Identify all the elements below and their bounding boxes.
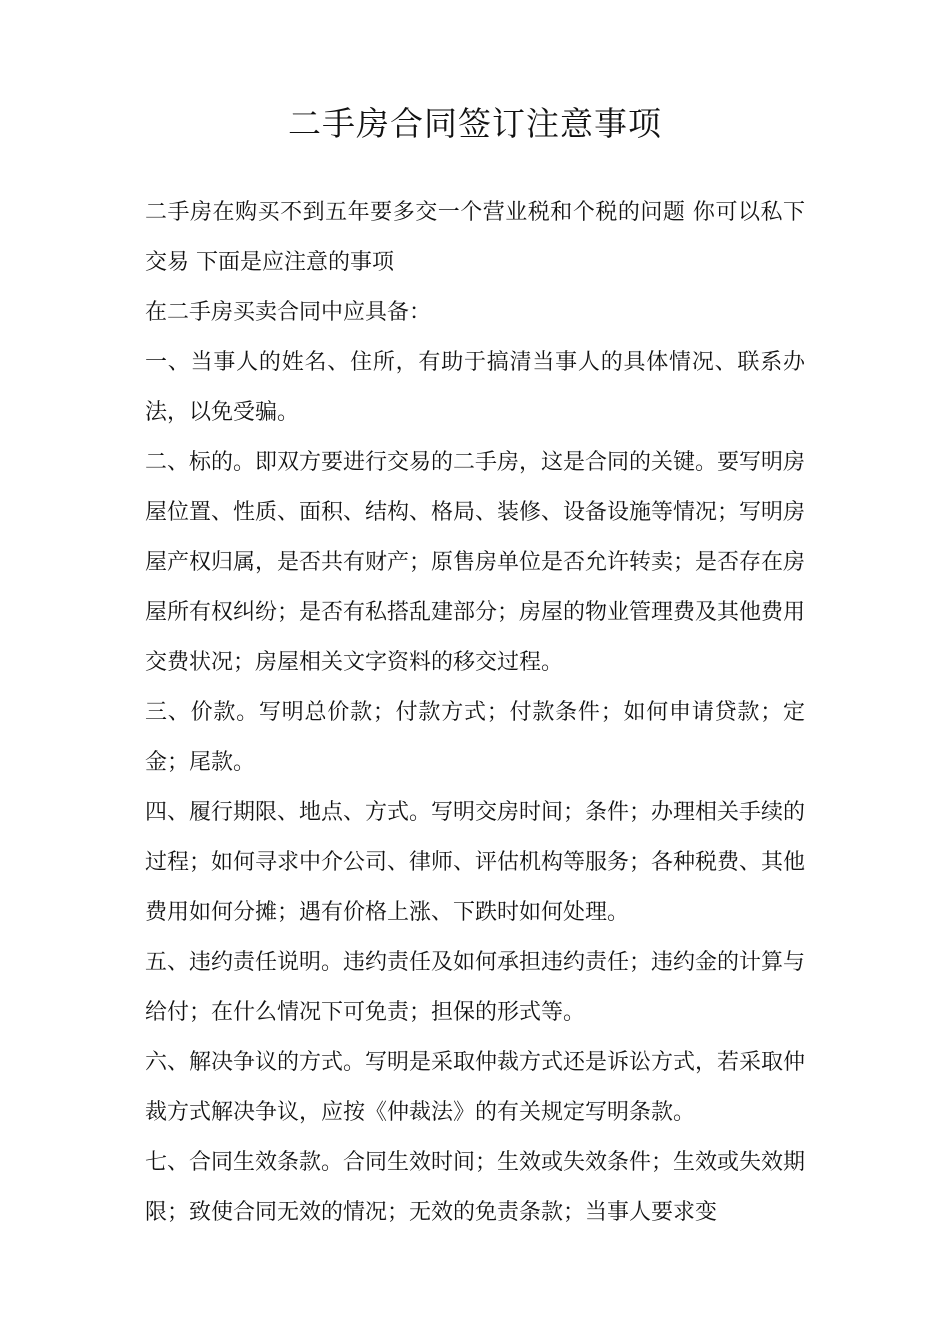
- paragraph-item-1-parties: 一、当事人的姓名、住所，有助于搞清当事人的具体情况、联系办法，以免受骗。: [145, 350, 805, 425]
- paragraph-item-5-liability: 五、违约责任说明。违约责任及如何承担违约责任；违约金的计算与给付；在什么情况下可免责；担保的形式等。: [145, 950, 806, 1025]
- document-title: 二手房合同签订注意事项: [288, 104, 662, 143]
- paragraph-intro: 二手房在购买不到五年要多交一个营业税和个税的问题 你可以私下交易 下面是应注意的事项: [145, 200, 805, 275]
- paragraph-item-4-performance: 四、履行期限、地点、方式。写明交房时间；条件；办理相关手续的过程；如何寻求中介公司、律师、评估机构等服务；各种税费、其他费用如何分摊；遇有价格上涨、下跌时如何处理。: [145, 800, 806, 925]
- paragraph-item-6-disputes: 六、解决争议的方式。写明是采取仲裁方式还是诉讼方式，若采取仲裁方式解决争议，应按《仲裁法》的有关规定写明条款。: [145, 1050, 806, 1125]
- paragraph-requirements-heading: 在二手房买卖合同中应具备：: [145, 300, 432, 325]
- paragraph-item-3-price: 三、价款。写明总价款；付款方式；付款条件；如何申请贷款；定金；尾款。: [145, 700, 805, 775]
- document-body: [145, 188, 805, 1238]
- paragraph-item-7-effectiveness: 七、合同生效条款。合同生效时间；生效或失效条件；生效或失效期限；致使合同无效的情况；无效的免责条款；当事人要求变: [145, 1150, 806, 1225]
- paragraph-item-2-subject: 二、标的。即双方要进行交易的二手房，这是合同的关键。要写明房屋位置、性质、面积、结构、格局、装修、设备设施等情况；写明房屋产权归属，是否共有财产；原售房单位是否允许转卖；是否存在房屋所有权纠纷；是否有私搭乱建部分；房屋的物业管理费及其他费用交费状况；房屋相关文字资料的移交过程。: [145, 450, 806, 675]
